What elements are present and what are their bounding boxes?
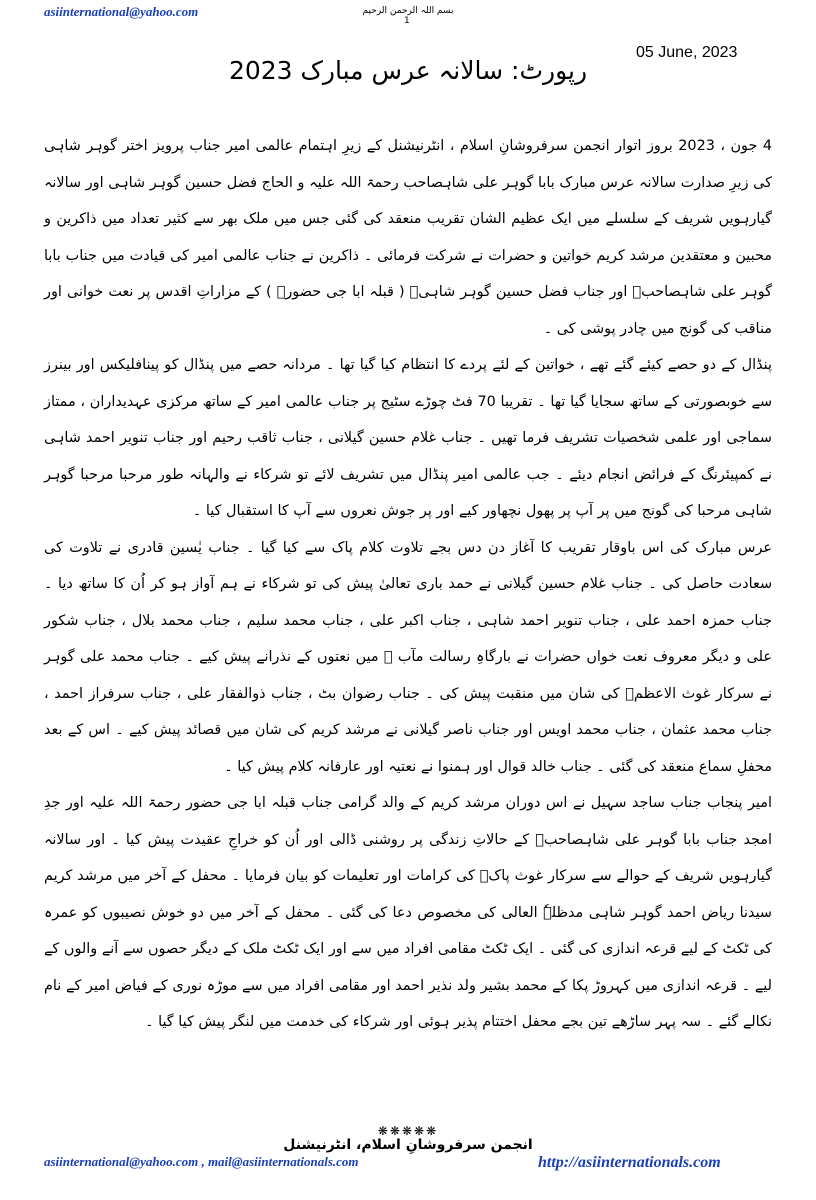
separator-stars: ❋❋❋❋❋ (377, 1124, 439, 1138)
report-body (44, 128, 772, 1041)
paragraph-2: پنڈال کے دو حصے کیئے گئے تھے ، خواتین کے لئے پردے کا انتظام کیا گیا تھا ۔ مردانہ حصے میں پنڈال کو پینافلیکس اور بینرز سے خوبصورتی کے ساتھ سجایا گیا تھا ۔ تقریبا 70 فٹ چوڑے سٹیج پر جناب عالمی امیر کے ساتھ مرکزی عہدیداران ، ممتاز سماجی اور علمی شخصیات تشریف فرما تھیں ۔ جناب غلام حسین گیلانی ، جناب ثاقب رحیم اور جناب تنویر احمد شاہی نے کمپیئرنگ کے فرائض انجام دیئے ۔ جب عالمی امیر پنڈال میں تشریف لائے تو شرکاء نے والہانہ طور مرحبا مرحبا گوہر شاہی مرحبا کی گونج میں پر آپ پر پھول نچھاور کیے اور پر جوش نعروں سے آپ کا استقبال کیا ۔ (44, 357, 773, 519)
page-title: رپورٹ: سالانہ عرس مبارک 2023 (228, 56, 588, 85)
header-email[interactable]: asiinternational@yahoo.com (44, 4, 199, 19)
bismillah: بسم اللہ الرحمن الرحیم (362, 6, 454, 16)
paragraph-1: 4 جون ، 2023 بروز اتوار انجمن سرفروشانِ اسلام ، انٹرنیشنل کے زیرِ اہتمام عالمی امیر جناب پرویز اختر گوہر شاہی کی زیرِ صدارت سالانہ عرس مبارک بابا گوہر علی شاہصاحب رحمۃ اللہ علیہ و الحاج فضل حسین گوہر شاہی اور سالانہ گیارہویں شریف کے سلسلے میں ایک عظیم الشان تقریب منعقد کی گئی جس میں ملک بھر سے کثیر تعداد میں ذاکرین و محبین و معتقدین مرشد کریم خواتین و حضرات نے شرکت فرمائی ۔ ذاکرین نے جناب عالمی امیر کی قیادت میں جناب بابا گوہر علی شاہصاحبؒ اور جناب فضل حسین گوہر شاہیؒ ( قبلہ ابا جی حضورؒ ) کے مزاراتِ اقدس پر نعت خوانی اور مناقب کی گونج میں چادر پوشی کی ۔ (44, 138, 772, 337)
footer-website-link[interactable]: http://asiinternationals.com (538, 1154, 721, 1171)
footer-emails[interactable]: asiinternational@yahoo.com , mail@asiinternationals.com (44, 1154, 359, 1169)
page-number: 1 (404, 16, 410, 26)
paragraph-3: عرس مبارک کی اس باوقار تقریب کا آغاز دن دس بجے تلاوت کلام پاک سے کیا گیا ۔ جناب یٰسین قادری نے تلاوت کی سعادت حاصل کی ۔ جناب غلام حسین گیلانی نے حمد باری تعالیٰ پیش کی تو شرکاء نے ہم آواز ہو کر اُن کا ساتھ دیا ۔ جناب حمزہ احمد علی ، جناب تنویر احمد شاہی ، جناب اکبر علی ، جناب محمد سلیم ، جناب محمد بلال ، جناب شکور علی و دیگر معروف نعت خواں حضرات نے بارگاہِ رسالت مآب ﷺ میں نعتوں کے نذرانے پیش کیے ۔ جناب محمد علی گوہر نے سرکار غوث الاعظمؓ کی شان میں منقبت پیش کی ۔ جناب رضوان بٹ ، جناب ذوالفقار علی ، جناب سرفراز احمد ، جناب محمد عثمان ، جناب محمد اویس اور جناب ناصر گیلانی نے مرشد کریم کی شان میں قصائد پیش کیے ۔ اس کے بعد محفلِ سماع منعقد کی گئی ۔ جناب خالد قوال اور ہمنوا نے نعتیہ اور عارفانہ کلام پیش کیا ۔ (44, 539, 772, 775)
organization-name: انجمن سرفروشانِ اسلام، انٹرنیشنل (283, 1137, 533, 1153)
paragraph-4: امیر پنجاب جناب ساجد سہیل نے اس دوران مرشد کریم کے والد گرامی جناب قبلہ ابا جی حضور رحمۃ اللہ علیہ اور جدِ امجد جناب بابا گوہر علی شاہصاحبؒ کے حالاتِ زندگی پر روشنی ڈالی اور اُن کو خراجِ عقیدت پیش کیا ۔ اور سالانہ گیارہویں شریف کے حوالے سے سرکار غوث پاکؓ کی کرامات اور تعلیمات کو بیان فرمایا ۔ محفل کے آخر میں مرشد کریم سیدنا ریاض احمد گوہر شاہی مدظلہٗ العالی کی مخصوص دعا کی گئی ۔ محفل کے آخر میں دو خوش نصیبوں کو عمرہ کی ٹکٹ کے لیے قرعہ اندازی کی گئی ۔ ایک ٹکٹ مقامی افراد میں سے اور ایک ٹکٹ ملک کے دیگر حصوں سے آنے والوں کے لیے ۔ قرعہ اندازی میں کہروڑ پکا کے محمد بشیر ولد نذیر احمد اور مقامی افراد میں سے موڑہ نوری کے فیاض امیر کے نام نکالے گئے ۔ سہ پہر ساڑھے تین بجے محفل اختتام پذیر ہوئی اور شرکاء کی خدمت میں لنگر پیش کیا گیا ۔ (44, 795, 772, 1030)
report-date: 05 June, 2023 (636, 44, 738, 61)
